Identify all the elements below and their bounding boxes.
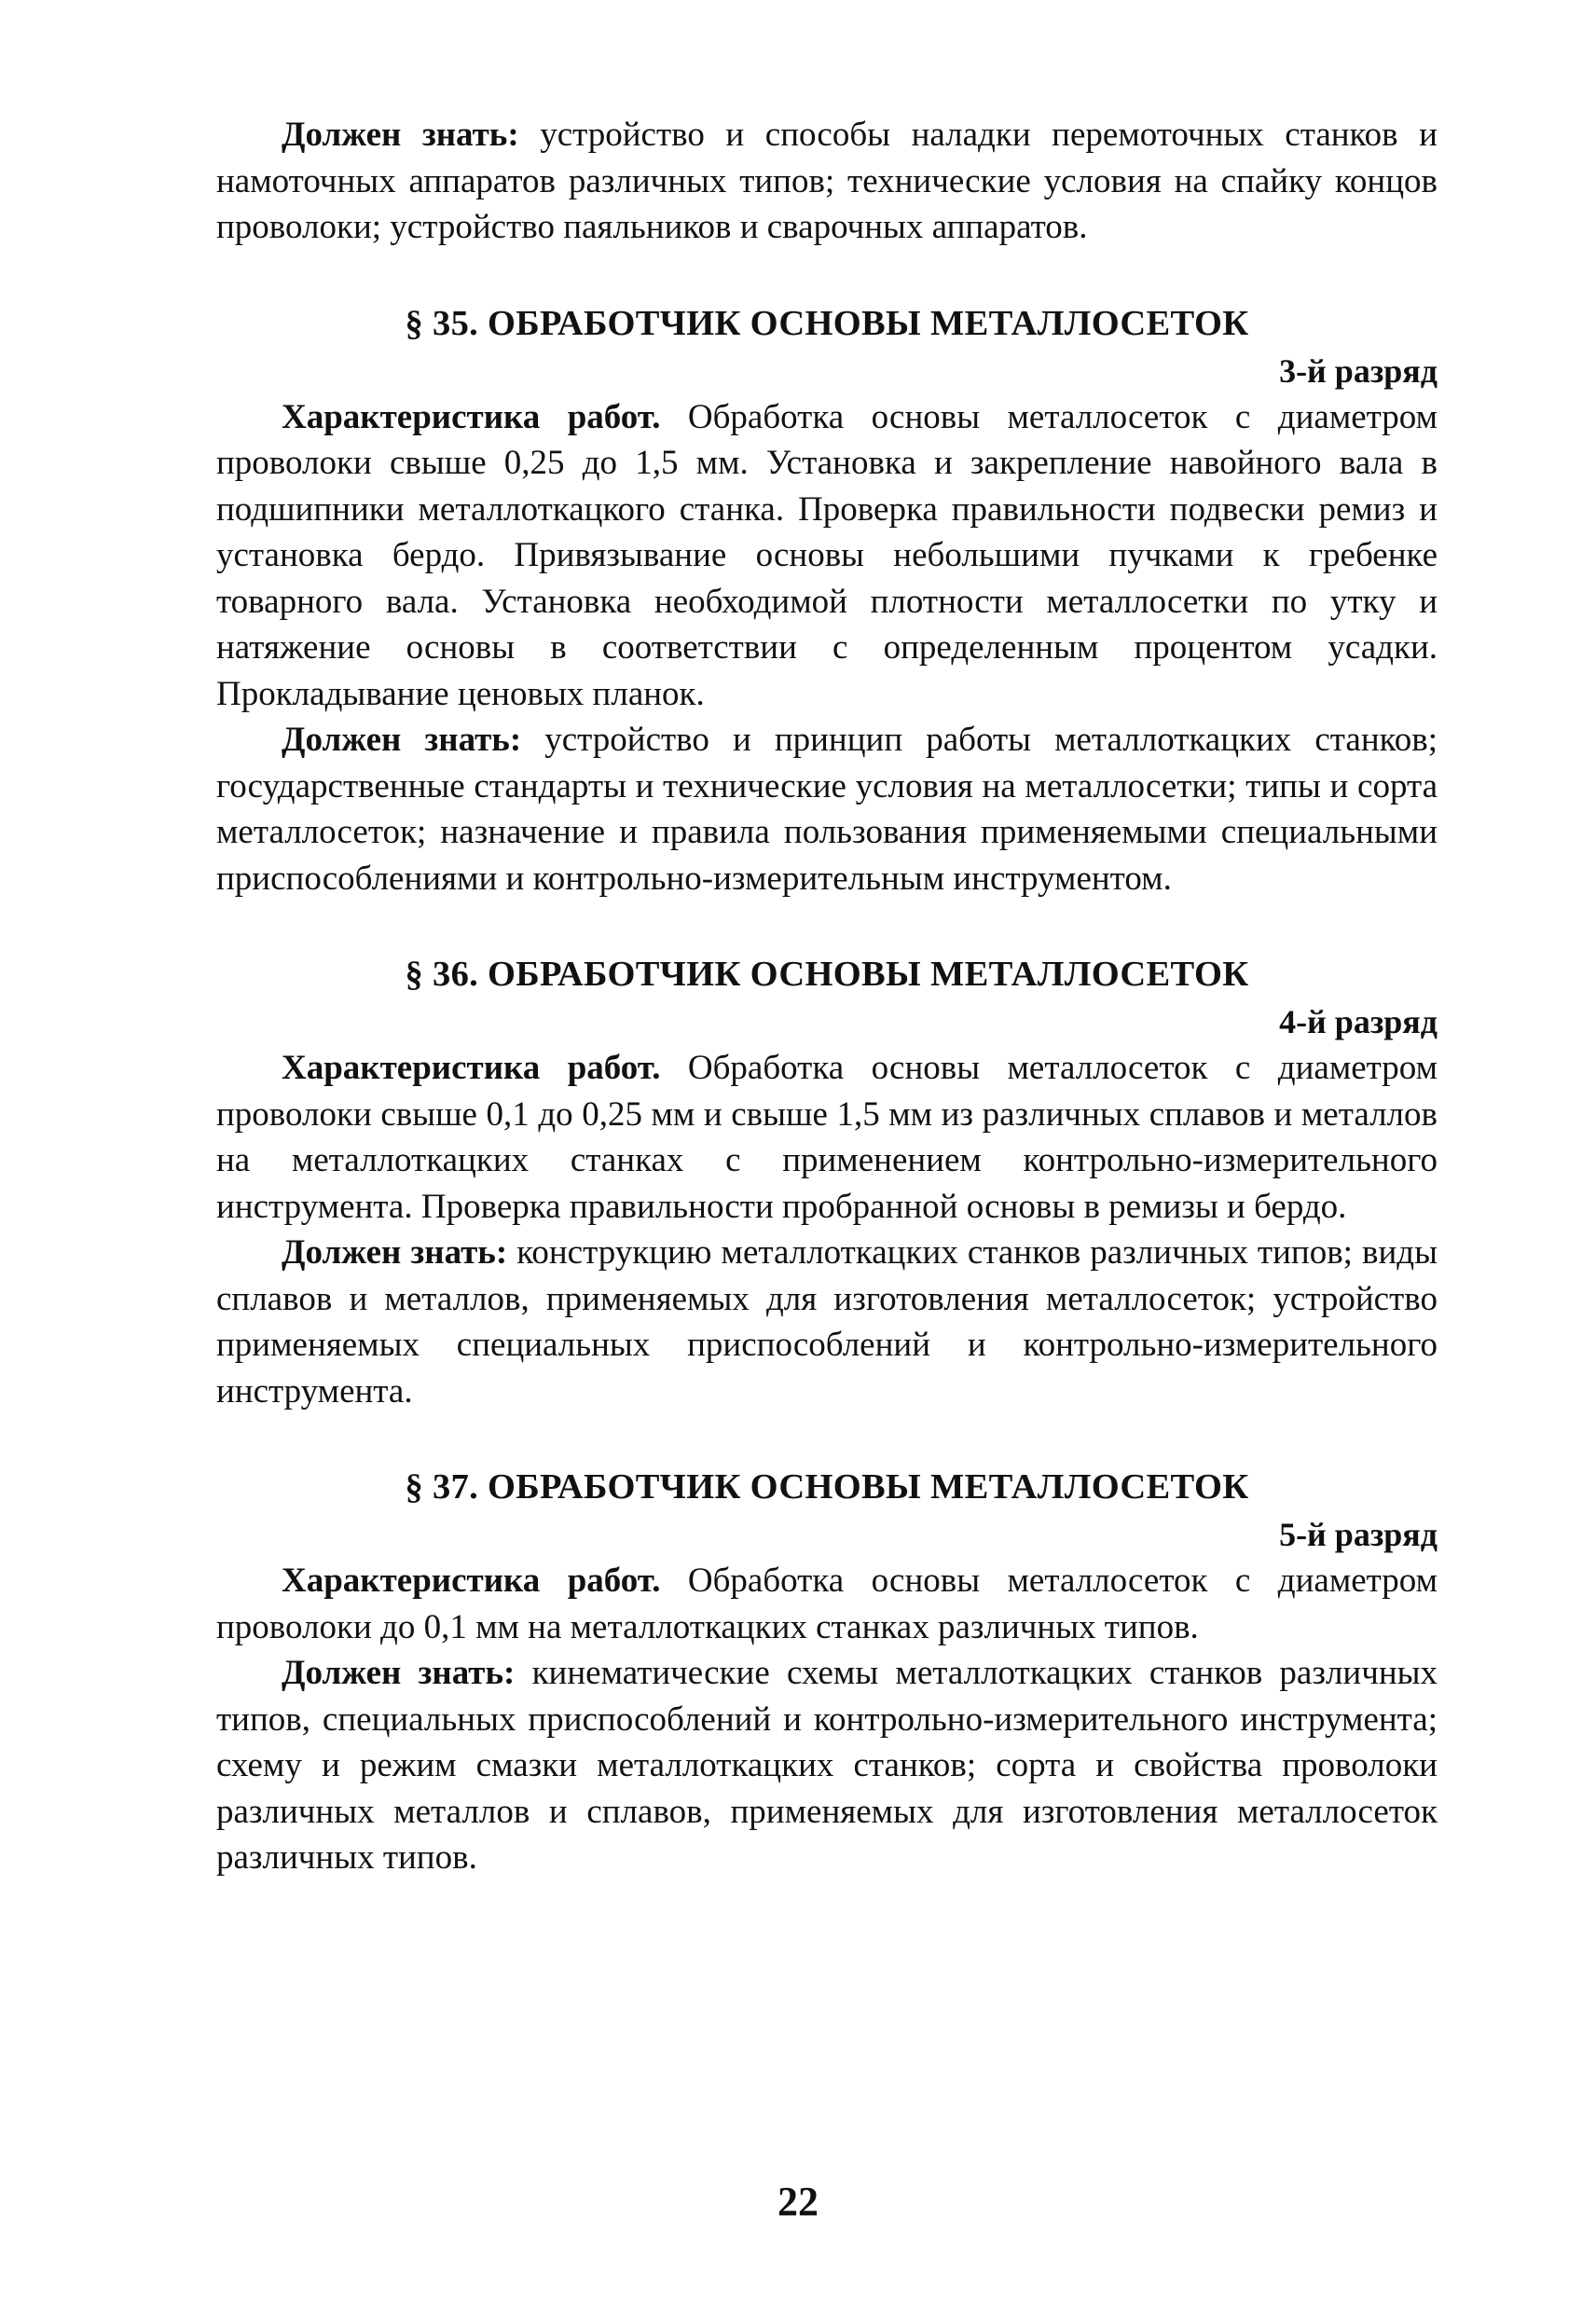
section-36-characteristics-lead: Характеристика работ.	[282, 1049, 661, 1087]
section-37-characteristics	[216, 1558, 1438, 1650]
section-35-knowledge-lead: Должен знать:	[282, 721, 522, 759]
intro-lead: Должен знать:	[282, 116, 519, 154]
section-36-characteristics	[216, 1045, 1438, 1230]
section-37-grade: 5-й разряд	[1279, 1516, 1438, 1553]
section-36-grade: 4-й разряд	[1279, 1003, 1438, 1040]
section-35-knowledge-text: устройство и принцип работы металлоткацких станков; государственные стандарты и технические условия на металлосетки; типы и сорта металлосеток; назначение и правила пользования применяемыми специальными приспособлениями и контрольно-измерительным инструментом.	[216, 721, 1438, 898]
section-37-knowledge	[216, 1650, 1438, 1881]
section-36-knowledge	[216, 1230, 1438, 1414]
section-35-characteristics	[216, 394, 1438, 718]
section-35-knowledge	[216, 717, 1438, 901]
section-37-characteristics-lead: Характеристика работ.	[282, 1562, 661, 1600]
section-35-title: § 35. ОБРАБОТЧИК ОСНОВЫ МЕТАЛЛОСЕТОК	[405, 303, 1249, 343]
section-35-characteristics-lead: Характеристика работ.	[282, 397, 661, 436]
section-35-characteristics-text: Обработка основы металлосеток с диаметром проволоки свыше 0,25 до 1,5 мм. Установка и закрепление навойного вала в подшипники металлоткацкого станка. Проверка правильности подвески ремиз и установка бердо. Привязывание основы небольшими пучками к гребенке товарного вала. Установка необходимой плотности металлосетки по утку и натяжение основы в соответствии с определенным процентом усадки. Прокладывание ценовых планок.	[216, 397, 1438, 713]
intro-text: устройство и способы наладки перемоточных станков и намоточных аппаратов различных типов; технические условия на спайку концов проволоки; устройство паяльников и сварочных аппаратов.	[216, 116, 1438, 246]
section-35-grade: 3-й разряд	[1279, 351, 1438, 390]
page-number: 22	[777, 2179, 819, 2224]
document-page	[216, 112, 1438, 1881]
section-36-knowledge-text: конструкцию металлоткацких станков различных типов; виды сплавов и металлов, применяемых для изготовления металлосеток; устройство применяемых специальных приспособлений и контрольно-измерительного инструмента.	[216, 1233, 1438, 1411]
section-36-characteristics-text: Обработка основы металлосеток с диаметром проволоки свыше 0,1 до 0,25 мм и свыше 1,5 мм из различных сплавов и металлов на металлоткацких станках с применением контрольно-измерительного инструмента. Проверка правильности пробранной основы в ремизы и бердо.	[216, 1049, 1438, 1226]
section-37-knowledge-lead: Должен знать:	[282, 1654, 516, 1692]
intro-paragraph	[216, 112, 1438, 251]
section-37-title: § 37. ОБРАБОТЧИК ОСНОВЫ МЕТАЛЛОСЕТОК	[405, 1467, 1249, 1507]
section-36-title: § 36. ОБРАБОТЧИК ОСНОВЫ МЕТАЛЛОСЕТОК	[405, 955, 1249, 994]
section-37-characteristics-text: Обработка основы металлосеток с диаметром проволоки до 0,1 мм на металлоткацких станках различных типов.	[216, 1562, 1438, 1646]
section-37-knowledge-text: кинематические схемы металлоткацких станков различных типов, специальных приспособлений и контрольно-измерительного инструмента; схему и режим смазки металлоткацких станков; сорта и свойства проволоки различных металлов и сплавов, применяемых для изготовления металлосеток различных типов.	[216, 1654, 1438, 1877]
section-36-knowledge-lead: Должен знать:	[282, 1233, 508, 1272]
